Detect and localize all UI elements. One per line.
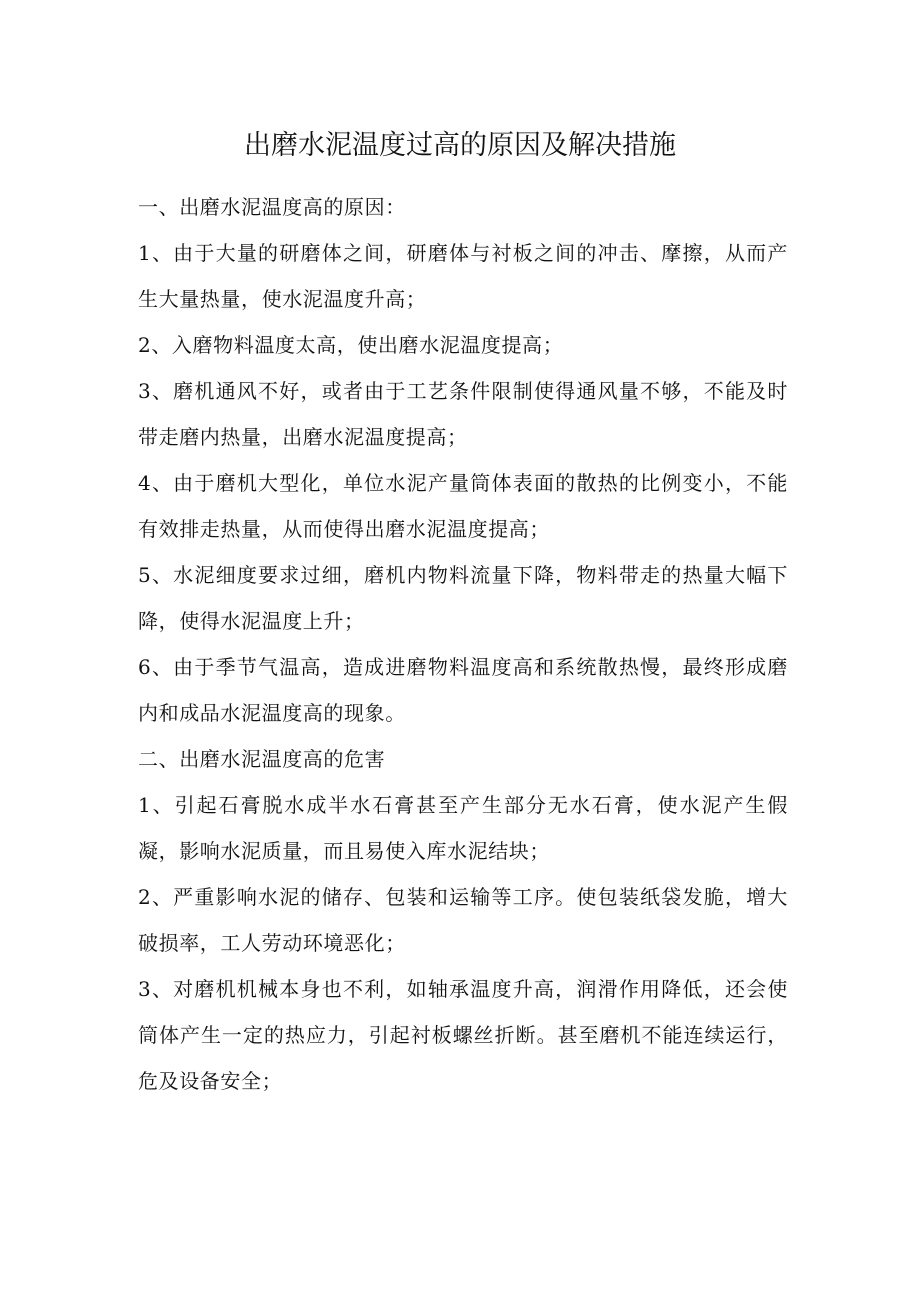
hazard-item-1: 1、引起石膏脱水成半水石膏甚至产生部分无水石膏，使水泥产生假凝，影响水泥质量，而且易使入库水泥结块； bbox=[138, 793, 788, 863]
cause-item-4: 4、由于磨机大型化，单位水泥产量筒体表面的散热的比例变小，不能有效排走热量，从而使得出磨水泥温度提高； bbox=[138, 471, 788, 541]
cause-item-1: 1、由于大量的研磨体之间，研磨体与衬板之间的冲击、摩擦，从而产生大量热量，使水泥温度升高； bbox=[138, 241, 788, 311]
cause-item-5: 5、水泥细度要求过细，磨机内物料流量下降，物料带走的热量大幅下降，使得水泥温度上升； bbox=[138, 563, 788, 633]
section-heading-hazards: 二、出磨水泥温度高的危害 bbox=[138, 747, 386, 771]
section-heading-causes: 一、出磨水泥温度高的原因： bbox=[138, 195, 406, 219]
document-title: 出磨水泥温度过高的原因及解决措施 bbox=[244, 130, 676, 161]
cause-item-2: 2、入磨物料温度太高，使出磨水泥温度提高； bbox=[138, 333, 564, 357]
cause-item-6: 6、由于季节气温高，造成进磨物料温度高和系统散热慢，最终形成磨内和成品水泥温度高的现象。 bbox=[138, 655, 788, 725]
document-body bbox=[138, 184, 788, 1104]
cause-item-3: 3、磨机通风不好，或者由于工艺条件限制使得通风量不够，不能及时带走磨内热量，出磨水泥温度提高； bbox=[138, 379, 788, 449]
hazard-item-2: 2、严重影响水泥的储存、包装和运输等工序。使包装纸袋发脆，增大破损率，工人劳动环境恶化； bbox=[138, 885, 788, 955]
hazard-item-3: 3、对磨机机械本身也不利，如轴承温度升高，润滑作用降低，还会使筒体产生一定的热应力，引起衬板螺丝折断。甚至磨机不能连续运行，危及设备安全； bbox=[138, 977, 788, 1093]
